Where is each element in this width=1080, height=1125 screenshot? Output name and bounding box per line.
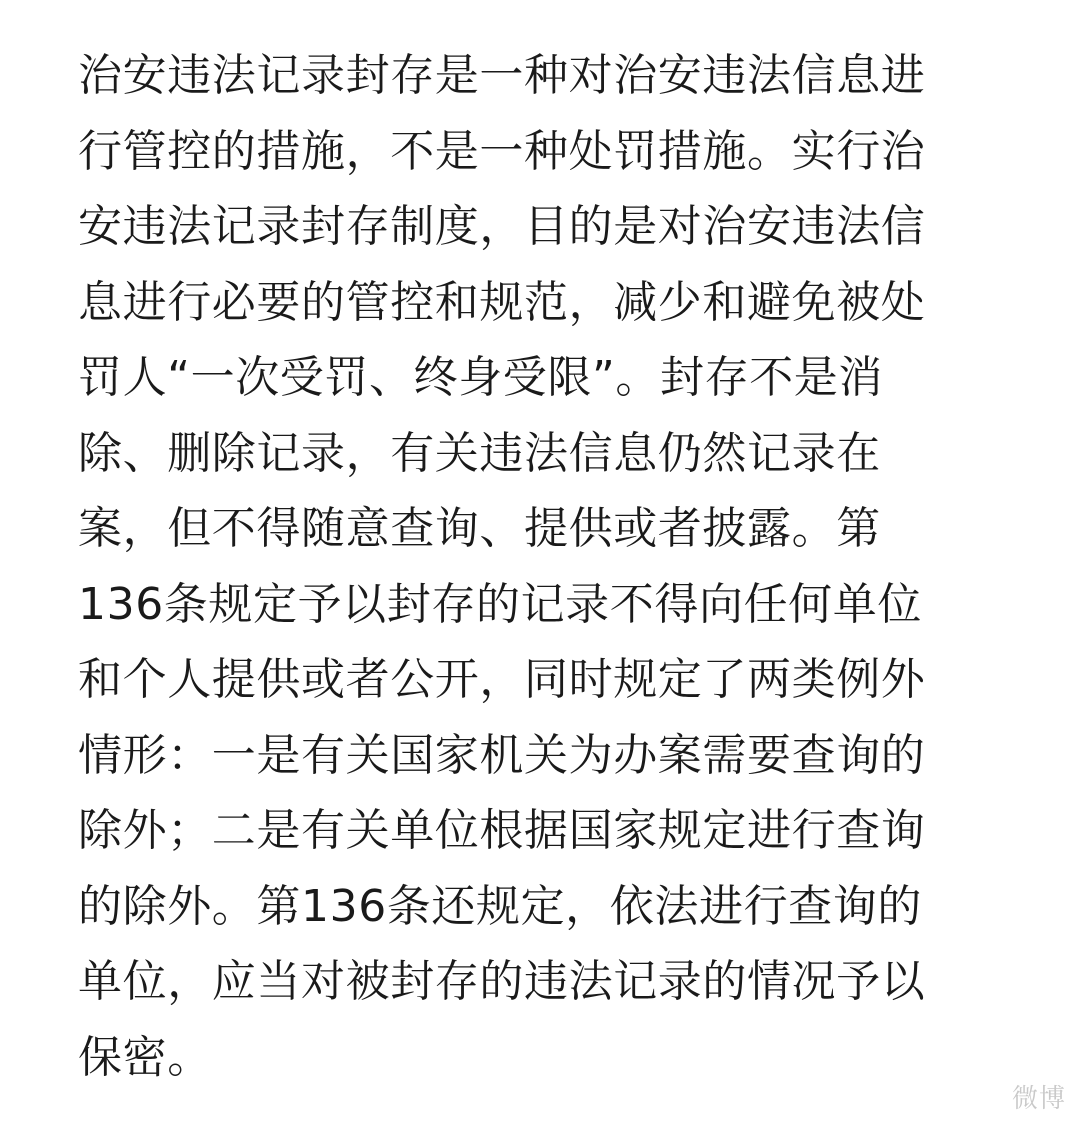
text-line: 保密。 [78,1031,212,1083]
text-line: 除外；二是有关单位根据国家规定进行查询 [78,805,926,856]
text-line: 行管控的措施，不是一种处罚措施。实行治 [78,125,926,177]
watermark: 微博 [1011,1084,1066,1114]
text-line: 罚人“一次受罚、终身受限”。封存不是消 [78,352,883,403]
text-line: 治安违法记录封存是一种对治安违法信息进 [78,50,926,101]
text-line: 单位，应当对被封存的违法记录的情况予以 [78,956,926,1007]
text-line: 息进行必要的管控和规范，减少和避免被处 [78,276,926,328]
text-line: 136条规定予以封存的记录不得向任何单位 [78,578,922,630]
text-line: 案，但不得随意查询、提供或者披露。第 [78,503,881,554]
text-line: 的除外。第136条还规定，依法进行查询的 [78,880,922,932]
text-line: 除、删除记录，有关违法信息仍然记录在 [78,427,881,479]
text-line: 和个人提供或者公开，同时规定了两类例外 [78,654,926,705]
article-text [78,38,1008,1095]
text-line: 情形：一是有关国家机关为办案需要查询的 [78,729,926,781]
text-line: 安违法记录封存制度，目的是对治安违法信 [78,201,926,252]
